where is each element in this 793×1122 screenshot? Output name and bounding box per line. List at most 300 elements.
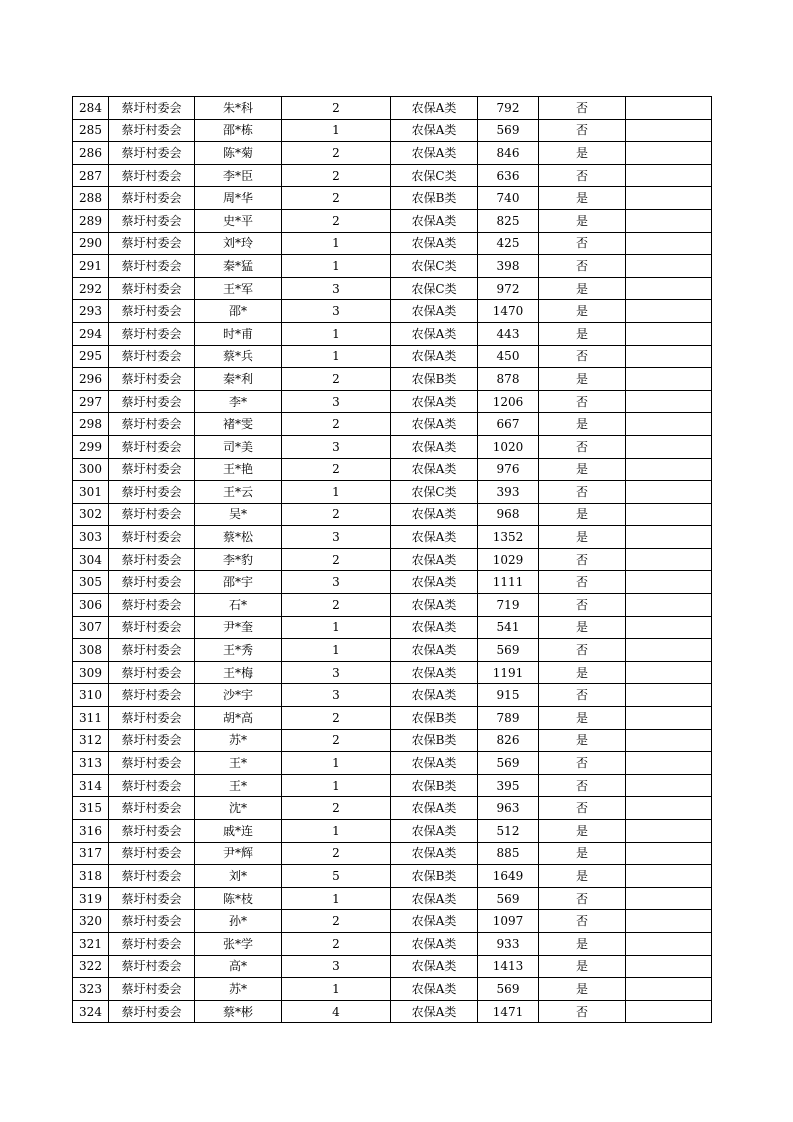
village-cell: 蔡圩村委会 (109, 752, 195, 775)
insurance-type-cell: 农保B类 (391, 729, 478, 752)
row-number-cell: 312 (73, 729, 109, 752)
flag-cell: 否 (539, 97, 626, 120)
row-number-cell: 322 (73, 955, 109, 978)
table-row (73, 481, 712, 504)
name-cell: 褚*雯 (195, 413, 282, 436)
village-cell: 蔡圩村委会 (109, 684, 195, 707)
table-row (73, 187, 712, 210)
household-count-cell: 3 (282, 277, 391, 300)
row-number-cell: 302 (73, 503, 109, 526)
village-cell: 蔡圩村委会 (109, 865, 195, 888)
table-row (73, 435, 712, 458)
insurance-type-cell: 农保A类 (391, 345, 478, 368)
table-row (73, 1000, 712, 1023)
flag-cell: 是 (539, 820, 626, 843)
name-cell: 石* (195, 594, 282, 617)
insurance-type-cell: 农保A类 (391, 97, 478, 120)
amount-cell: 512 (478, 820, 539, 843)
name-cell: 时*甫 (195, 322, 282, 345)
name-cell: 李* (195, 390, 282, 413)
insurance-type-cell: 农保A类 (391, 797, 478, 820)
amount-cell: 1020 (478, 435, 539, 458)
name-cell: 蔡*松 (195, 526, 282, 549)
row-number-cell: 308 (73, 639, 109, 662)
flag-cell: 否 (539, 164, 626, 187)
village-cell: 蔡圩村委会 (109, 707, 195, 730)
name-cell: 王*军 (195, 277, 282, 300)
name-cell: 吴* (195, 503, 282, 526)
insurance-type-cell: 农保A类 (391, 300, 478, 323)
household-count-cell: 3 (282, 684, 391, 707)
insurance-type-cell: 农保B类 (391, 865, 478, 888)
village-cell: 蔡圩村委会 (109, 729, 195, 752)
row-number-cell: 289 (73, 209, 109, 232)
flag-cell: 是 (539, 413, 626, 436)
village-cell: 蔡圩村委会 (109, 955, 195, 978)
amount-cell: 1191 (478, 661, 539, 684)
amount-cell: 636 (478, 164, 539, 187)
flag-cell: 否 (539, 232, 626, 255)
household-count-cell: 2 (282, 503, 391, 526)
flag-cell: 是 (539, 142, 626, 165)
table-row (73, 97, 712, 120)
village-cell: 蔡圩村委会 (109, 390, 195, 413)
household-count-cell: 2 (282, 458, 391, 481)
flag-cell: 是 (539, 707, 626, 730)
insurance-type-cell: 农保A类 (391, 820, 478, 843)
village-cell: 蔡圩村委会 (109, 797, 195, 820)
amount-cell: 963 (478, 797, 539, 820)
table-row (73, 277, 712, 300)
flag-cell: 否 (539, 887, 626, 910)
table-row (73, 820, 712, 843)
name-cell: 王* (195, 752, 282, 775)
remark-cell (626, 820, 712, 843)
household-count-cell: 3 (282, 300, 391, 323)
table-row (73, 413, 712, 436)
amount-cell: 569 (478, 119, 539, 142)
flag-cell: 是 (539, 503, 626, 526)
insurance-type-cell: 农保A类 (391, 209, 478, 232)
row-number-cell: 300 (73, 458, 109, 481)
name-cell: 尹*奎 (195, 616, 282, 639)
remark-cell (626, 209, 712, 232)
table-row (73, 594, 712, 617)
row-number-cell: 318 (73, 865, 109, 888)
household-count-cell: 1 (282, 322, 391, 345)
name-cell: 李*臣 (195, 164, 282, 187)
row-number-cell: 315 (73, 797, 109, 820)
flag-cell: 是 (539, 616, 626, 639)
name-cell: 秦*猛 (195, 255, 282, 278)
household-count-cell: 2 (282, 164, 391, 187)
household-count-cell: 3 (282, 661, 391, 684)
remark-cell (626, 277, 712, 300)
village-cell: 蔡圩村委会 (109, 232, 195, 255)
remark-cell (626, 142, 712, 165)
flag-cell: 是 (539, 526, 626, 549)
village-cell: 蔡圩村委会 (109, 368, 195, 391)
household-count-cell: 1 (282, 345, 391, 368)
village-cell: 蔡圩村委会 (109, 639, 195, 662)
insurance-type-cell: 农保A类 (391, 955, 478, 978)
household-count-cell: 2 (282, 548, 391, 571)
household-count-cell: 1 (282, 978, 391, 1001)
village-cell: 蔡圩村委会 (109, 526, 195, 549)
row-number-cell: 316 (73, 820, 109, 843)
row-number-cell: 313 (73, 752, 109, 775)
household-count-cell: 1 (282, 639, 391, 662)
row-number-cell: 319 (73, 887, 109, 910)
remark-cell (626, 548, 712, 571)
row-number-cell: 292 (73, 277, 109, 300)
household-count-cell: 1 (282, 774, 391, 797)
household-count-cell: 1 (282, 887, 391, 910)
flag-cell: 否 (539, 594, 626, 617)
village-cell: 蔡圩村委会 (109, 187, 195, 210)
name-cell: 尹*辉 (195, 842, 282, 865)
name-cell: 刘*玲 (195, 232, 282, 255)
amount-cell: 968 (478, 503, 539, 526)
flag-cell: 是 (539, 932, 626, 955)
row-number-cell: 317 (73, 842, 109, 865)
remark-cell (626, 526, 712, 549)
village-cell: 蔡圩村委会 (109, 322, 195, 345)
remark-cell (626, 119, 712, 142)
village-cell: 蔡圩村委会 (109, 142, 195, 165)
row-number-cell: 305 (73, 571, 109, 594)
remark-cell (626, 887, 712, 910)
name-cell: 周*华 (195, 187, 282, 210)
amount-cell: 1352 (478, 526, 539, 549)
remark-cell (626, 232, 712, 255)
remark-cell (626, 842, 712, 865)
name-cell: 王*云 (195, 481, 282, 504)
row-number-cell: 311 (73, 707, 109, 730)
insurance-type-cell: 农保B类 (391, 707, 478, 730)
village-cell: 蔡圩村委会 (109, 97, 195, 120)
insurance-type-cell: 农保C类 (391, 277, 478, 300)
amount-cell: 825 (478, 209, 539, 232)
household-count-cell: 1 (282, 616, 391, 639)
remark-cell (626, 639, 712, 662)
row-number-cell: 324 (73, 1000, 109, 1023)
insurance-type-cell: 农保A类 (391, 910, 478, 933)
amount-cell: 915 (478, 684, 539, 707)
village-cell: 蔡圩村委会 (109, 594, 195, 617)
name-cell: 史*平 (195, 209, 282, 232)
name-cell: 王*艳 (195, 458, 282, 481)
insurance-type-cell: 农保A类 (391, 390, 478, 413)
amount-cell: 846 (478, 142, 539, 165)
amount-cell: 740 (478, 187, 539, 210)
table-row (73, 616, 712, 639)
amount-cell: 1206 (478, 390, 539, 413)
remark-cell (626, 729, 712, 752)
household-count-cell: 4 (282, 1000, 391, 1023)
amount-cell: 976 (478, 458, 539, 481)
insurance-type-cell: 农保A类 (391, 503, 478, 526)
table-row (73, 458, 712, 481)
remark-cell (626, 978, 712, 1001)
flag-cell: 否 (539, 255, 626, 278)
amount-cell: 972 (478, 277, 539, 300)
row-number-cell: 294 (73, 322, 109, 345)
village-cell: 蔡圩村委会 (109, 910, 195, 933)
table-row (73, 887, 712, 910)
amount-cell: 1111 (478, 571, 539, 594)
name-cell: 孙* (195, 910, 282, 933)
remark-cell (626, 661, 712, 684)
amount-cell: 878 (478, 368, 539, 391)
remark-cell (626, 752, 712, 775)
household-count-cell: 3 (282, 571, 391, 594)
amount-cell: 792 (478, 97, 539, 120)
table-row (73, 345, 712, 368)
village-cell: 蔡圩村委会 (109, 503, 195, 526)
row-number-cell: 299 (73, 435, 109, 458)
insurance-type-cell: 农保C类 (391, 481, 478, 504)
table-row (73, 797, 712, 820)
amount-cell: 398 (478, 255, 539, 278)
household-count-cell: 2 (282, 797, 391, 820)
village-cell: 蔡圩村委会 (109, 1000, 195, 1023)
table-row (73, 684, 712, 707)
remark-cell (626, 932, 712, 955)
remark-cell (626, 435, 712, 458)
household-count-cell: 5 (282, 865, 391, 888)
remark-cell (626, 481, 712, 504)
flag-cell: 是 (539, 209, 626, 232)
row-number-cell: 296 (73, 368, 109, 391)
name-cell: 苏* (195, 978, 282, 1001)
flag-cell: 否 (539, 797, 626, 820)
name-cell: 张*学 (195, 932, 282, 955)
remark-cell (626, 368, 712, 391)
village-cell: 蔡圩村委会 (109, 164, 195, 187)
village-cell: 蔡圩村委会 (109, 277, 195, 300)
row-number-cell: 284 (73, 97, 109, 120)
flag-cell: 是 (539, 729, 626, 752)
remark-cell (626, 616, 712, 639)
remark-cell (626, 1000, 712, 1023)
village-cell: 蔡圩村委会 (109, 345, 195, 368)
table-row (73, 209, 712, 232)
amount-cell: 569 (478, 887, 539, 910)
village-cell: 蔡圩村委会 (109, 842, 195, 865)
amount-cell: 569 (478, 639, 539, 662)
flag-cell: 是 (539, 300, 626, 323)
name-cell: 邵* (195, 300, 282, 323)
amount-cell: 1097 (478, 910, 539, 933)
household-count-cell: 3 (282, 390, 391, 413)
flag-cell: 否 (539, 119, 626, 142)
amount-cell: 393 (478, 481, 539, 504)
row-number-cell: 320 (73, 910, 109, 933)
household-count-cell: 2 (282, 187, 391, 210)
remark-cell (626, 322, 712, 345)
row-number-cell: 288 (73, 187, 109, 210)
household-count-cell: 2 (282, 910, 391, 933)
name-cell: 蔡*彬 (195, 1000, 282, 1023)
remark-cell (626, 774, 712, 797)
table-row (73, 932, 712, 955)
amount-cell: 1470 (478, 300, 539, 323)
row-number-cell: 314 (73, 774, 109, 797)
household-count-cell: 1 (282, 752, 391, 775)
table-row (73, 571, 712, 594)
table-row (73, 978, 712, 1001)
name-cell: 苏* (195, 729, 282, 752)
household-count-cell: 1 (282, 481, 391, 504)
insurance-type-cell: 农保A类 (391, 639, 478, 662)
flag-cell: 是 (539, 322, 626, 345)
insurance-type-cell: 农保A类 (391, 119, 478, 142)
flag-cell: 否 (539, 639, 626, 662)
flag-cell: 是 (539, 187, 626, 210)
row-number-cell: 285 (73, 119, 109, 142)
row-number-cell: 309 (73, 661, 109, 684)
name-cell: 陈*菊 (195, 142, 282, 165)
table-row (73, 910, 712, 933)
table-row (73, 390, 712, 413)
insurance-type-cell: 农保A类 (391, 142, 478, 165)
flag-cell: 是 (539, 661, 626, 684)
table-row (73, 142, 712, 165)
amount-cell: 789 (478, 707, 539, 730)
name-cell: 沙*宇 (195, 684, 282, 707)
table-row (73, 368, 712, 391)
village-cell: 蔡圩村委会 (109, 300, 195, 323)
insurance-type-cell: 农保A类 (391, 526, 478, 549)
table-row (73, 526, 712, 549)
household-count-cell: 1 (282, 232, 391, 255)
flag-cell: 否 (539, 435, 626, 458)
amount-cell: 933 (478, 932, 539, 955)
row-number-cell: 291 (73, 255, 109, 278)
name-cell: 刘* (195, 865, 282, 888)
table-row (73, 842, 712, 865)
village-cell: 蔡圩村委会 (109, 413, 195, 436)
insurance-type-cell: 农保B类 (391, 774, 478, 797)
name-cell: 朱*科 (195, 97, 282, 120)
row-number-cell: 321 (73, 932, 109, 955)
flag-cell: 否 (539, 481, 626, 504)
insurance-type-cell: 农保A类 (391, 322, 478, 345)
amount-cell: 1413 (478, 955, 539, 978)
amount-cell: 885 (478, 842, 539, 865)
remark-cell (626, 187, 712, 210)
village-cell: 蔡圩村委会 (109, 481, 195, 504)
table-row (73, 548, 712, 571)
name-cell: 邵*栋 (195, 119, 282, 142)
remark-cell (626, 955, 712, 978)
remark-cell (626, 503, 712, 526)
table-row (73, 300, 712, 323)
village-cell: 蔡圩村委会 (109, 571, 195, 594)
name-cell: 司*美 (195, 435, 282, 458)
name-cell: 沈* (195, 797, 282, 820)
table-row (73, 232, 712, 255)
name-cell: 陈*枝 (195, 887, 282, 910)
amount-cell: 569 (478, 752, 539, 775)
household-count-cell: 3 (282, 526, 391, 549)
table-row (73, 865, 712, 888)
flag-cell: 否 (539, 752, 626, 775)
roster-table (72, 96, 712, 1023)
name-cell: 胡*高 (195, 707, 282, 730)
village-cell: 蔡圩村委会 (109, 458, 195, 481)
amount-cell: 569 (478, 978, 539, 1001)
remark-cell (626, 300, 712, 323)
village-cell: 蔡圩村委会 (109, 209, 195, 232)
flag-cell: 是 (539, 277, 626, 300)
household-count-cell: 2 (282, 594, 391, 617)
remark-cell (626, 797, 712, 820)
remark-cell (626, 707, 712, 730)
flag-cell: 否 (539, 1000, 626, 1023)
flag-cell: 是 (539, 978, 626, 1001)
insurance-type-cell: 农保A类 (391, 571, 478, 594)
village-cell: 蔡圩村委会 (109, 774, 195, 797)
amount-cell: 826 (478, 729, 539, 752)
village-cell: 蔡圩村委会 (109, 435, 195, 458)
amount-cell: 450 (478, 345, 539, 368)
village-cell: 蔡圩村委会 (109, 548, 195, 571)
flag-cell: 否 (539, 571, 626, 594)
flag-cell: 否 (539, 910, 626, 933)
household-count-cell: 2 (282, 142, 391, 165)
name-cell: 秦*利 (195, 368, 282, 391)
insurance-type-cell: 农保A类 (391, 932, 478, 955)
row-number-cell: 303 (73, 526, 109, 549)
row-number-cell: 287 (73, 164, 109, 187)
village-cell: 蔡圩村委会 (109, 887, 195, 910)
table-row (73, 752, 712, 775)
row-number-cell: 307 (73, 616, 109, 639)
table-row (73, 322, 712, 345)
flag-cell: 否 (539, 390, 626, 413)
amount-cell: 1649 (478, 865, 539, 888)
name-cell: 戚*连 (195, 820, 282, 843)
insurance-type-cell: 农保C类 (391, 164, 478, 187)
table-row (73, 503, 712, 526)
insurance-type-cell: 农保A类 (391, 887, 478, 910)
name-cell: 王*梅 (195, 661, 282, 684)
table-row (73, 639, 712, 662)
amount-cell: 541 (478, 616, 539, 639)
village-cell: 蔡圩村委会 (109, 661, 195, 684)
insurance-type-cell: 农保A类 (391, 413, 478, 436)
row-number-cell: 293 (73, 300, 109, 323)
flag-cell: 是 (539, 865, 626, 888)
household-count-cell: 2 (282, 842, 391, 865)
table-row (73, 729, 712, 752)
row-number-cell: 306 (73, 594, 109, 617)
table-row (73, 955, 712, 978)
amount-cell: 1471 (478, 1000, 539, 1023)
table-row (73, 661, 712, 684)
amount-cell: 425 (478, 232, 539, 255)
village-cell: 蔡圩村委会 (109, 820, 195, 843)
insurance-type-cell: 农保B类 (391, 368, 478, 391)
table-row (73, 119, 712, 142)
insurance-type-cell: 农保A类 (391, 548, 478, 571)
remark-cell (626, 345, 712, 368)
remark-cell (626, 390, 712, 413)
village-cell: 蔡圩村委会 (109, 255, 195, 278)
remark-cell (626, 594, 712, 617)
